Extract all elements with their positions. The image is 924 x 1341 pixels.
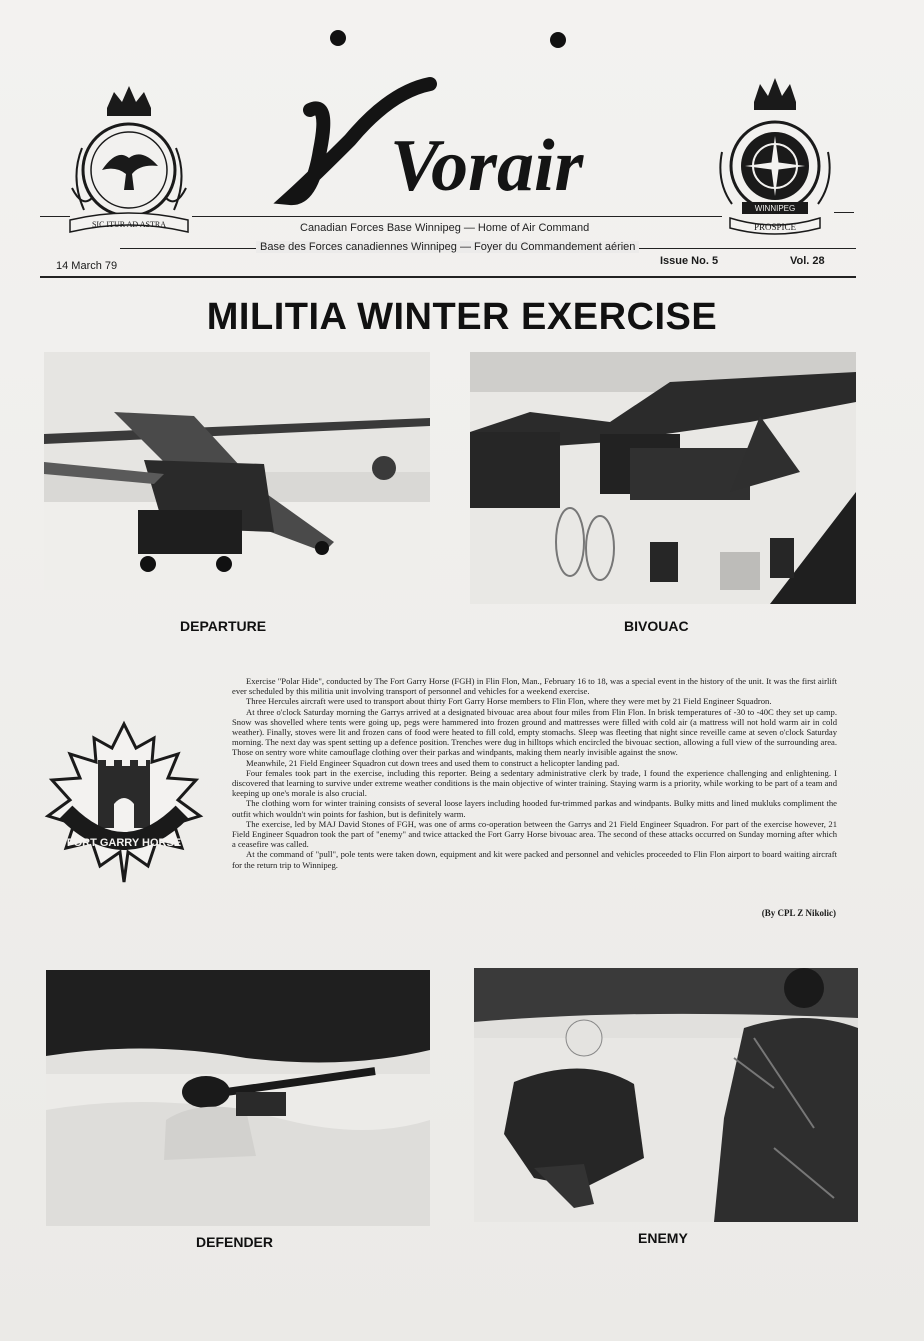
article-paragraph: Four females took part in the exercise, including this reporter. Being a sedentary administrative clerk by trade, I found the experience challenging and enlightening. I discovered that learning to survive under extreme weather conditions is the main objective of winter training. Staying warm is a priority, while working to be part of a team and keeping up one's morale is also crucial. xyxy=(232,767,837,799)
article-paragraph: The exercise, led by MAJ David Stones of FGH, was one of arms co-operation between the Garrys and 21 Field Engineer Squadron. For part of the exercise however, 21 Field Engineer Squadron took the part of "enemy" and twice attacked the Fort Garry Horse bivouac area. The second of these attacks occurred on Sunday morning after which a ceasefire was called. xyxy=(232,818,837,850)
departure-photo xyxy=(44,352,430,590)
article-paragraph: Meanwhile, 21 Field Engineer Squadron cut down trees and used them to construct a helicopter landing pad. xyxy=(246,757,620,768)
masthead-rule-top-left xyxy=(40,216,70,217)
article-body xyxy=(232,676,837,870)
defender-caption: DEFENDER xyxy=(196,1234,274,1250)
masthead-rule-top xyxy=(192,216,722,217)
departure-caption: DEPARTURE xyxy=(180,618,267,634)
air-command-crest-icon xyxy=(62,78,196,242)
bivouac-caption: BIVOUAC xyxy=(624,618,689,634)
article-paragraph: Exercise "Polar Hide", conducted by The Fort Garry Horse (FGH) in Flin Flon, Man., February 16 to 18, was a special event in the history of the unit. It was the first airlift ever scheduled by this militia unit involving transport of personnel and vehicles for a weekend exercise. xyxy=(232,676,837,697)
svg-text:SIC ITUR AD ASTRA: SIC ITUR AD ASTRA xyxy=(91,220,167,229)
svg-text:WINNIPEG: WINNIPEG xyxy=(754,204,796,213)
svg-text:Vorair: Vorair xyxy=(390,125,584,207)
fort-garry-horse-badge-icon xyxy=(44,720,204,886)
masthead-title-logo xyxy=(270,70,650,220)
article-paragraph: At three o'clock Saturday morning the Garrys arrived at a designated bivouac area about four miles from Flin Flon. In brisk temperatures of -30 to -40C they set up camp. Snow was shovelled where tents were going up, pegs were hammered into frozen ground and mattresses were filled with cold air (a mattress will not hold warm air in cold weather). Finally, stoves were lit and frozen cans of food were heated to fill cold, empty stomachs. Sleep was fleeting that night since reveille came at seven o'clock Saturday morning. The next day was spent setting up a defence position. Trenches were dug in hilltops which encircled the bivouac section, allowing a full view of the surrounding area. Those on sentry wore white camouflage clothing over their parkas and windpants, making them nearly invisible against the snow. xyxy=(232,706,837,758)
issue-date: 14 March 79 xyxy=(56,260,118,272)
masthead-subtitle-french: Base des Forces canadiennes Winnipeg — Foyer du Commandement aérien xyxy=(256,241,639,253)
defender-photo xyxy=(46,970,430,1226)
issue-number: Issue No. 5 xyxy=(660,255,719,267)
article-paragraph: Three Hercules aircraft were used to transport about thirty Fort Garry Horse members to Flin Flon, where they were met by 21 Field Engineer Squadron. xyxy=(246,696,772,707)
volume-number: Vol. 28 xyxy=(790,255,825,267)
svg-text:FORT GARRY HORSE: FORT GARRY HORSE xyxy=(66,837,182,849)
article-paragraph: The clothing worn for winter training consists of several loose layers including hooded fur-trimmed parkas and windpants. Bulky mitts and lined mukluks compliment the outfit which wouldn't win points for fashion, but is definitely warm. xyxy=(232,798,837,819)
masthead-rule-top-right xyxy=(834,212,854,213)
punch-hole-left xyxy=(330,30,346,46)
svg-text:PROSPICE: PROSPICE xyxy=(753,222,797,232)
masthead-subtitle-english: Canadian Forces Base Winnipeg — Home of Air Command xyxy=(300,222,590,234)
article-paragraph: At the command of "pull", pole tents were taken down, equipment and kit were packed and personnel and vehicles proceeded to Flin Flon airport to board waiting aircraft for the return trip to Winnipeg. xyxy=(232,849,837,870)
bivouac-photo xyxy=(470,352,856,604)
page-headline: MILITIA WINTER EXERCISE xyxy=(206,296,718,338)
cfb-winnipeg-crest-icon xyxy=(716,72,834,238)
enemy-caption: ENEMY xyxy=(638,1230,688,1246)
punch-hole-right xyxy=(550,32,566,48)
article-byline: (By CPL Z Nikolic) xyxy=(761,908,836,918)
masthead-rule-bottom xyxy=(40,276,856,278)
enemy-photo xyxy=(474,968,858,1222)
